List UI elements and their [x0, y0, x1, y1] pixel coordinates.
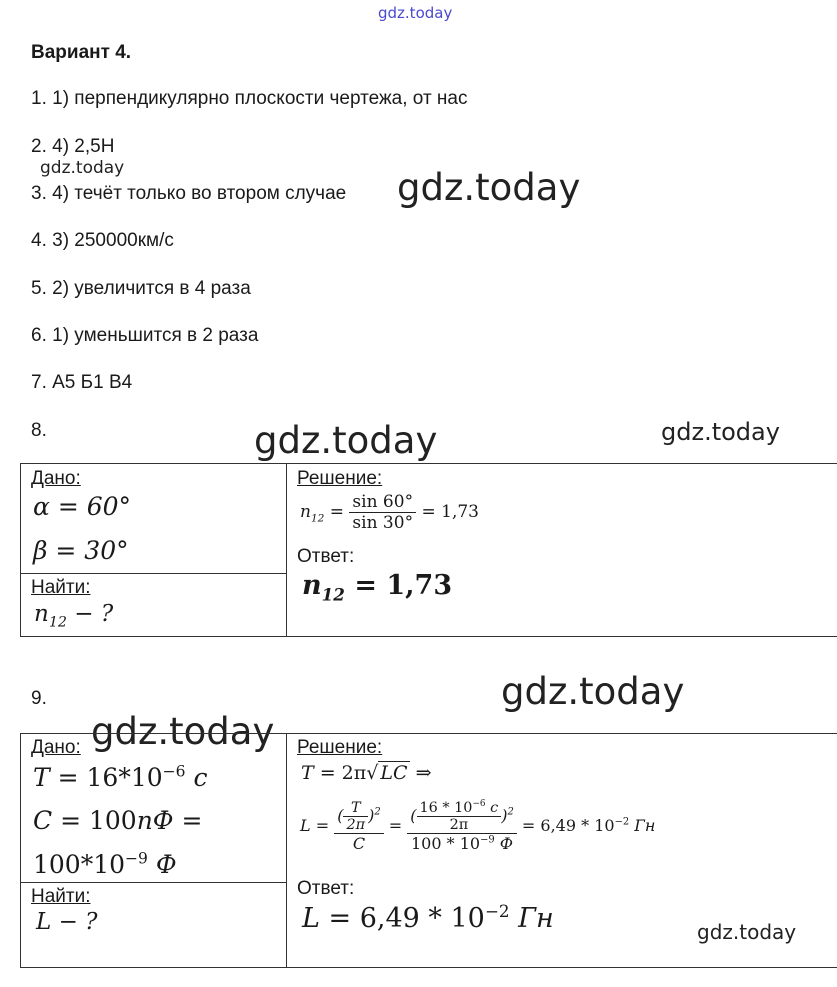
task-9-given-label: Дано: [31, 737, 81, 758]
task-8-answer: $n_{12} = 1,73$ [302, 570, 453, 605]
task-8-find-label: Найти: [31, 577, 91, 598]
watermark-large-3: gdz.today [501, 670, 685, 713]
task-9-formula: T = 2π√ LC ⇒ [301, 762, 432, 784]
task-8-beta: β = 30° [33, 536, 129, 565]
task-9-number: 9. [31, 688, 47, 709]
task-8-given-divider [20, 573, 287, 574]
task-8-given-label: Дано: [31, 468, 81, 489]
task-8-alpha: α = 60° [33, 492, 132, 521]
answer-3: 3. 4) течёт только во втором случае [31, 183, 347, 204]
task-9-find-label: Найти: [31, 886, 91, 907]
answer-2: 2. 4) 2,5Н [31, 136, 115, 157]
task-8-answer-label: Ответ: [297, 546, 355, 567]
task-9-T: $T = 16*10^{-6}$ c [33, 762, 208, 792]
answer-7: 7. А5 Б1 В4 [31, 372, 133, 393]
watermark-large-4: gdz.today [91, 710, 275, 753]
watermark-top: gdz.today [378, 4, 453, 22]
task-9-solution: L = ( $\frac{T}{2\pi}$ )$^2$ C = ( $\frac{16 * 10^{-6} c}{2\pi}$ )$^2$ $100 * 10^{-9}$ Ф = $6,49 * 10^{-2}$ Гн [300, 799, 656, 853]
watermark-medium-1: gdz.today [661, 418, 780, 446]
task-9-C1: C = 100nФ = [33, 806, 203, 835]
task-9-divider [286, 733, 287, 968]
task-9-answer: $L = 6,49 * 10^{-2}$ Гн [302, 901, 554, 934]
watermark-small-1: gdz.today [40, 158, 125, 178]
task-9-given-divider [20, 882, 287, 883]
task-8-table [20, 463, 837, 637]
answer-4: 4. 3) 250000км/с [31, 230, 174, 251]
answer-5: 5. 2) увеличится в 4 раза [31, 278, 251, 299]
task-9-solution-label: Решение: [297, 737, 383, 758]
task-8-solution: $n_{12}$ = $\frac{\sin 60^\circ}{\sin 30^\circ}$ = 1,73 [300, 492, 479, 533]
watermark-large-1: gdz.today [397, 166, 581, 209]
answer-1: 1. 1) перпендикулярно плоскости чертежа, от нас [31, 88, 468, 109]
watermark-large-2: gdz.today [254, 419, 438, 462]
task-9-find: L − ? [36, 909, 98, 935]
task-8-find: $n_{12}$ − ? [34, 601, 114, 631]
page-title: Вариант 4. [31, 42, 132, 63]
answer-6: 6. 1) уменьшится в 2 раза [31, 325, 259, 346]
task-9-answer-label: Ответ: [297, 878, 355, 899]
task-8-number: 8. [31, 420, 47, 441]
task-9-C2: $100*10^{-9}$ Ф [33, 849, 177, 879]
task-8-solution-label: Решение: [297, 468, 383, 489]
watermark-medium-2: gdz.today [697, 920, 797, 944]
task-8-divider [286, 463, 287, 637]
